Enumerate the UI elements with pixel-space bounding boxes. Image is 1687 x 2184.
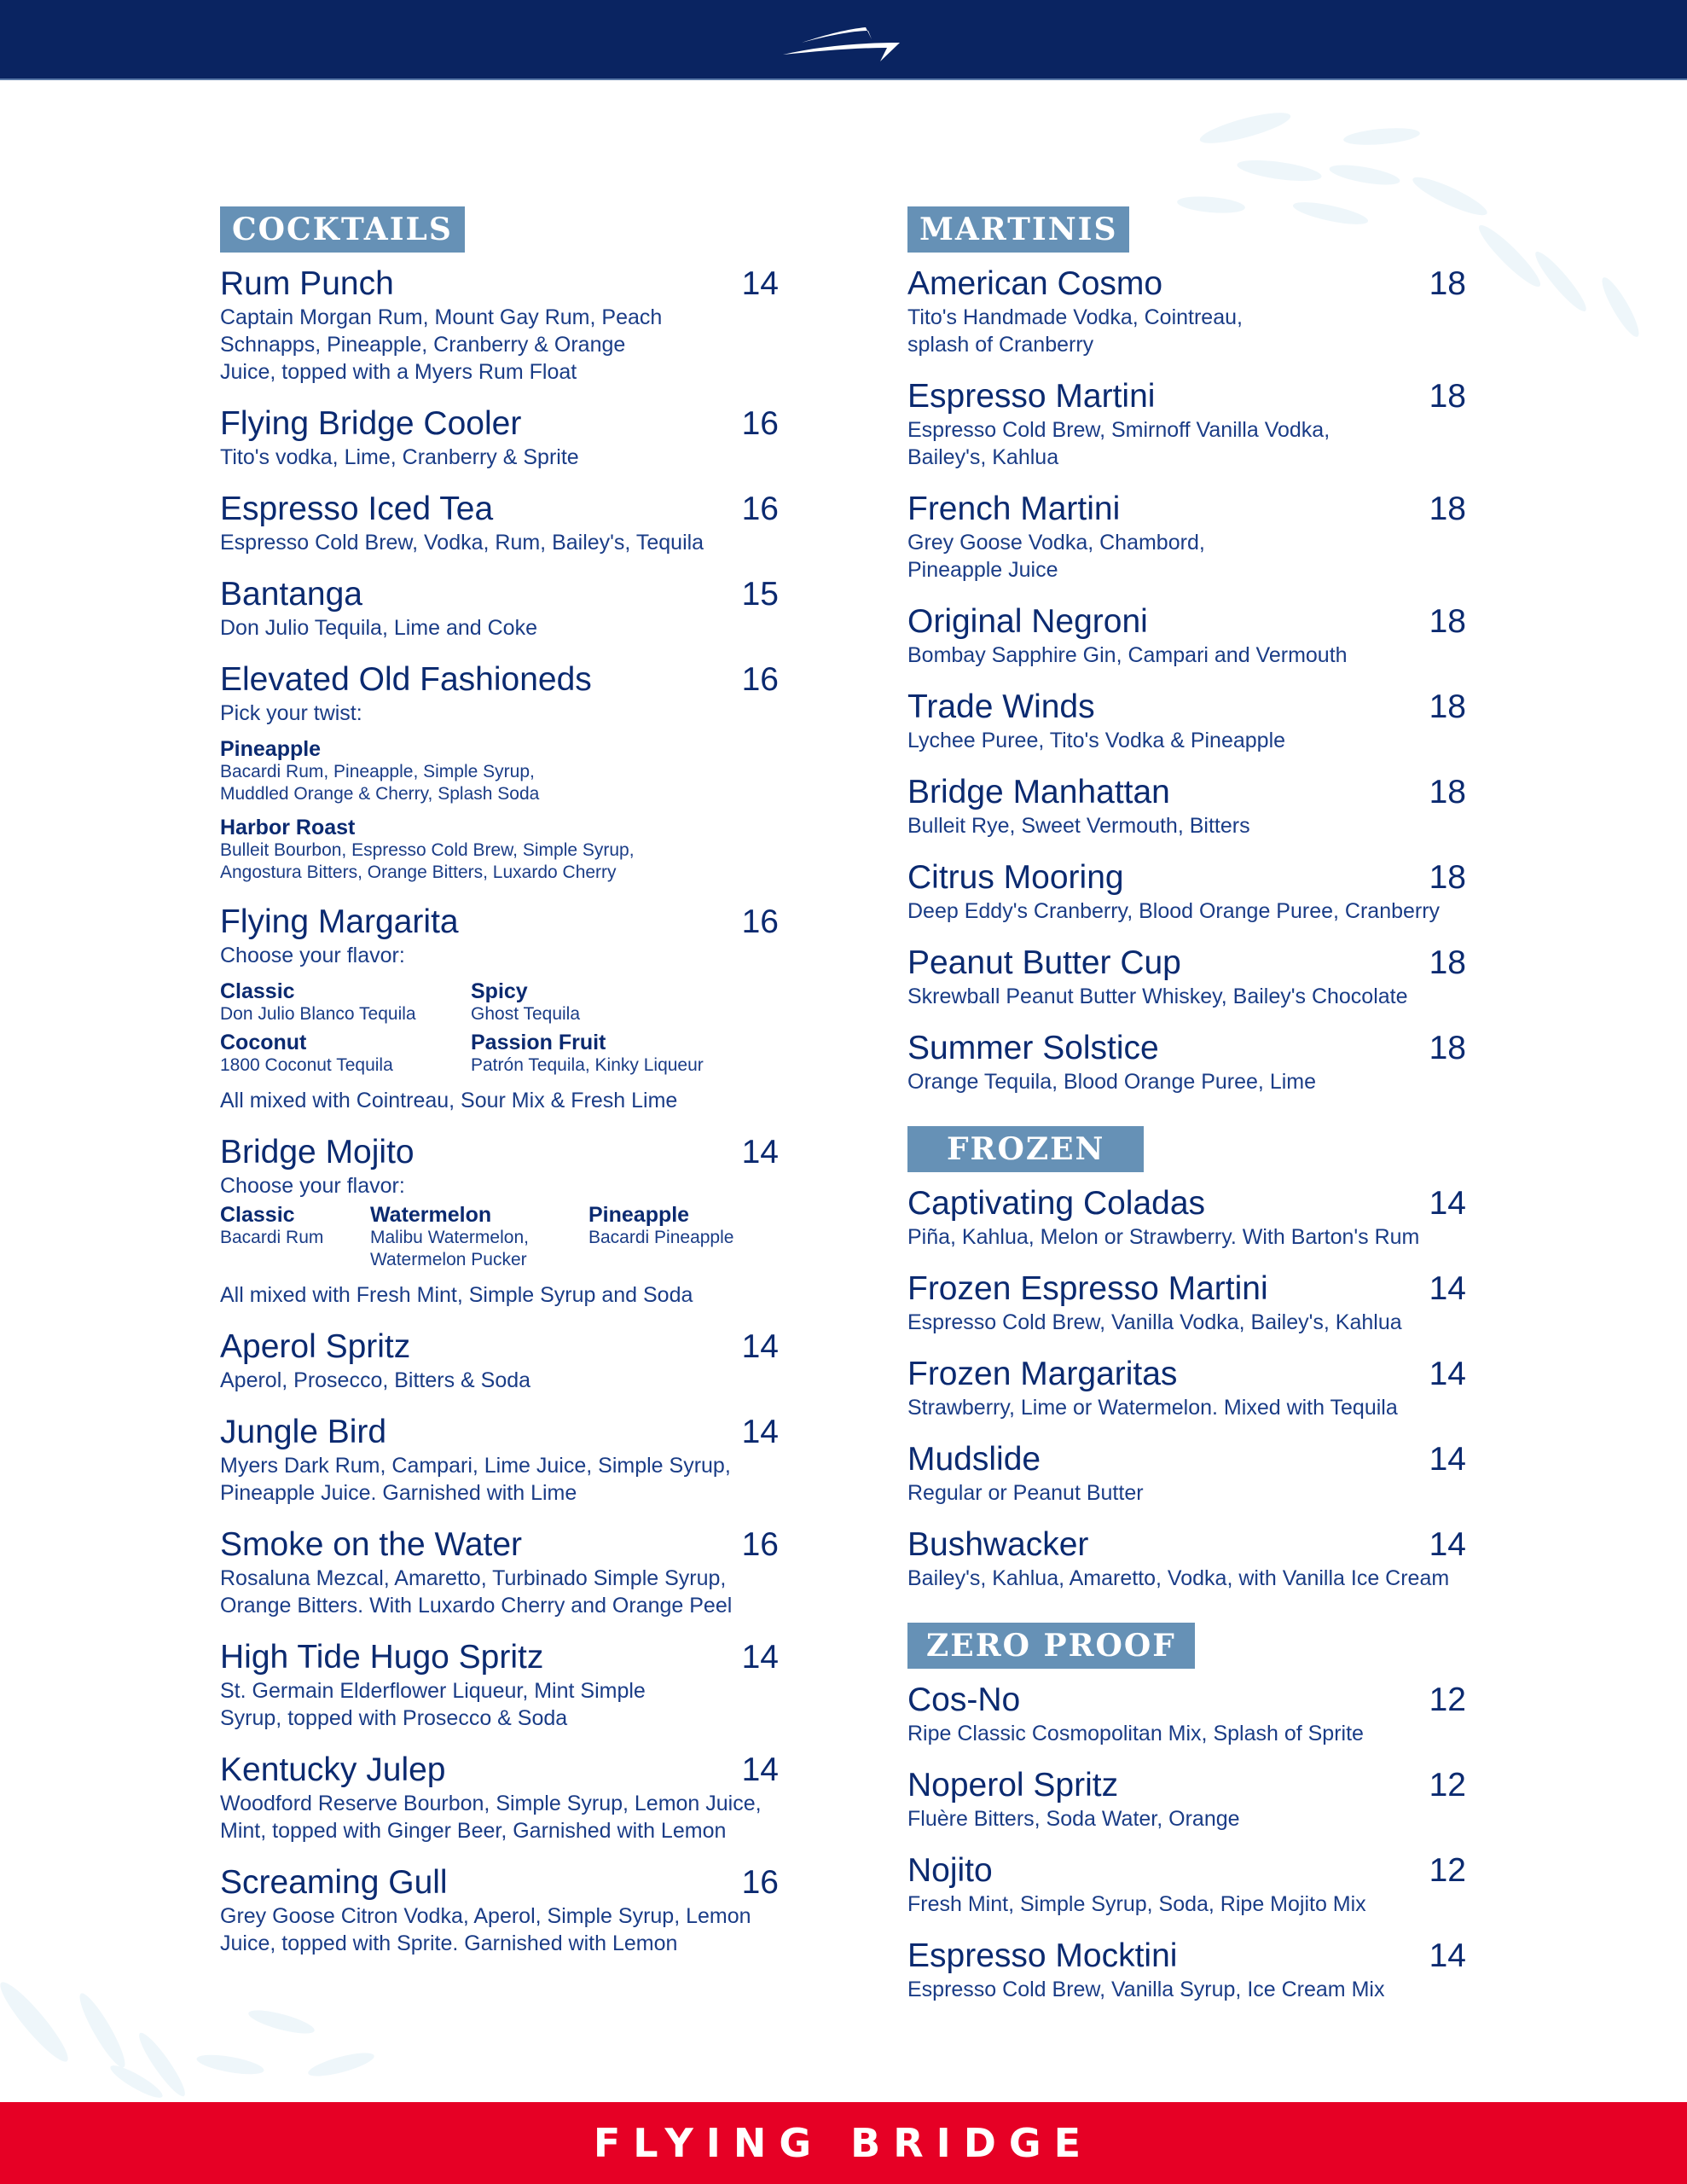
item-name: Screaming Gull [220, 1864, 448, 1901]
item-desc: St. Germain Elderflower Liqueur, Mint Simple Syrup, topped with Prosecco & Soda [220, 1679, 646, 1730]
menu-item [907, 688, 1466, 754]
menu-item [907, 1184, 1466, 1251]
menu-item [907, 1851, 1466, 1918]
item-price: 18 [1429, 688, 1466, 725]
variant-desc: Patrón Tequila, Kinky Liqueur [471, 1055, 704, 1075]
menu-item [220, 1413, 779, 1507]
item-price: 12 [1429, 1682, 1466, 1718]
variant [220, 1031, 471, 1077]
variant [370, 1203, 588, 1271]
item-price: 14 [1429, 1441, 1466, 1478]
item-price: 14 [741, 1639, 779, 1676]
item-name: Bridge Manhattan [907, 774, 1170, 810]
item-name: Bushwacker [907, 1526, 1089, 1563]
item-name: Mudslide [907, 1441, 1041, 1478]
item-price: 14 [741, 1134, 779, 1170]
variant-desc: 1800 Coconut Tequila [220, 1055, 393, 1075]
item-price: 18 [1429, 378, 1466, 415]
section-label-zero-proof: ZERO PROOF [907, 1623, 1195, 1669]
section-label-frozen: FROZEN [907, 1126, 1144, 1172]
variant-desc: Ghost Tequila [471, 1004, 581, 1024]
item-name: Cos-No [907, 1682, 1021, 1718]
item-price: 18 [1429, 944, 1466, 981]
item-desc: Ripe Classic Cosmopolitan Mix, Splash of Sprite [907, 1722, 1364, 1745]
item-desc: Espresso Cold Brew, Vanilla Vodka, Bailey's, Kahlua [907, 1310, 1402, 1334]
item-price: 16 [741, 491, 779, 527]
item-price: 14 [741, 1328, 779, 1365]
variant-name: Spicy [471, 979, 528, 1003]
item-name: Espresso Martini [907, 378, 1156, 415]
menu-item [907, 377, 1466, 471]
item-price: 16 [741, 1864, 779, 1901]
menu-item [907, 1681, 1466, 1747]
item-price: 12 [1429, 1767, 1466, 1804]
variant [471, 979, 727, 1025]
item-desc: Fluère Bitters, Soda Water, Orange [907, 1807, 1240, 1831]
top-header-bar [0, 0, 1687, 80]
menu-item [220, 404, 779, 471]
item-desc: Skrewball Peanut Butter Whiskey, Bailey's Chocolate [907, 985, 1408, 1008]
menu-item [220, 1863, 779, 1957]
brand-name: FLYING BRIDGE [593, 2120, 1094, 2166]
item-desc: Captain Morgan Rum, Mount Gay Rum, Peach Schnapps, Pineapple, Cranberry & Orange Juice, topped with a Myers Rum Float [220, 305, 663, 384]
item-subhead: Choose your flavor: [220, 944, 405, 967]
menu-item [220, 1525, 779, 1619]
variant-name: Coconut [220, 1031, 307, 1054]
item-desc: Deep Eddy's Cranberry, Blood Orange Puree, Cranberry [907, 899, 1441, 923]
variant-desc: Bacardi Rum [220, 1228, 324, 1247]
item-desc: Grey Goose Citron Vodka, Aperol, Simple Syrup, Lemon Juice, topped with Sprite. Garnished with Lemon [220, 1904, 751, 1955]
item-name: Jungle Bird [220, 1414, 387, 1450]
item-desc: Lychee Puree, Tito's Vodka & Pineapple [907, 729, 1286, 752]
item-name: Frozen Espresso Martini [907, 1270, 1268, 1307]
item-price: 14 [1429, 1185, 1466, 1222]
item-name: High Tide Hugo Spritz [220, 1639, 544, 1676]
item-price: 15 [741, 576, 779, 613]
item-price: 14 [1429, 1526, 1466, 1563]
item-name: Espresso Mocktini [907, 1937, 1178, 1974]
item-price: 16 [741, 661, 779, 698]
variant-name: Harbor Roast [220, 816, 356, 839]
variant-name: Pineapple [588, 1203, 690, 1227]
item-note: All mixed with Fresh Mint, Simple Syrup and Soda [220, 1283, 693, 1307]
item-price: 16 [741, 1526, 779, 1563]
item-price: 18 [1429, 774, 1466, 810]
item-name: Aperol Spritz [220, 1328, 411, 1365]
menu-item [220, 490, 779, 556]
flavor-grid [220, 979, 779, 1077]
variant [220, 1203, 370, 1271]
variant [220, 816, 779, 884]
menu-item [907, 1766, 1466, 1833]
variant-name: Watermelon [370, 1203, 492, 1227]
item-desc: Myers Dark Rum, Campari, Lime Juice, Simple Syrup, Pineapple Juice. Garnished with Lime [220, 1454, 731, 1505]
item-price: 14 [1429, 1937, 1466, 1974]
item-price: 18 [1429, 603, 1466, 640]
variant-desc: Bacardi Rum, Pineapple, Simple Syrup, Muddled Orange & Cherry, Splash Soda [220, 762, 540, 804]
menu-item-margarita [220, 903, 779, 1114]
menu-item [907, 1937, 1466, 2003]
menu-item [907, 858, 1466, 925]
item-name: Summer Solstice [907, 1030, 1159, 1066]
item-price: 14 [1429, 1270, 1466, 1307]
menu-item [220, 575, 779, 642]
menu-item [220, 1327, 779, 1394]
menu-item [907, 1440, 1466, 1507]
item-subhead: Choose your flavor: [220, 1174, 405, 1198]
variant-desc: Don Julio Blanco Tequila [220, 1004, 416, 1024]
item-desc: Fresh Mint, Simple Syrup, Soda, Ripe Mojito Mix [907, 1892, 1366, 1916]
item-name: Flying Bridge Cooler [220, 405, 522, 442]
item-name: Elevated Old Fashioneds [220, 661, 592, 698]
variant-desc: Bacardi Pineapple [588, 1228, 734, 1247]
menu-item [220, 264, 779, 386]
item-desc: Regular or Peanut Butter [907, 1481, 1144, 1505]
item-desc: Bulleit Rye, Sweet Vermouth, Bitters [907, 814, 1250, 838]
item-price: 14 [741, 265, 779, 302]
item-name: Flying Margarita [220, 903, 459, 940]
variant [220, 979, 471, 1025]
item-price: 12 [1429, 1852, 1466, 1889]
menu-item [907, 1029, 1466, 1095]
item-price: 18 [1429, 491, 1466, 527]
menu-item [907, 1355, 1466, 1421]
variant-name: Pineapple [220, 737, 322, 761]
menu-item [907, 1525, 1466, 1592]
item-desc: Rosaluna Mezcal, Amaretto, Turbinado Simple Syrup, Orange Bitters. With Luxardo Cherry and Orange Peel [220, 1566, 733, 1618]
item-desc: Grey Goose Vodka, Chambord, Pineapple Juice [907, 531, 1205, 582]
item-name: Bridge Mojito [220, 1134, 415, 1170]
item-desc: Piña, Kahlua, Melon or Strawberry. With Barton's Rum [907, 1225, 1420, 1249]
variant-name: Classic [220, 1203, 295, 1227]
menu-item [907, 490, 1466, 584]
menu-item [220, 1638, 779, 1732]
item-desc: Strawberry, Lime or Watermelon. Mixed with Tequila [907, 1396, 1398, 1420]
item-desc: Bombay Sapphire Gin, Campari and Vermouth [907, 643, 1348, 667]
menu-item-mojito [220, 1133, 779, 1309]
item-price: 16 [741, 405, 779, 442]
item-price: 18 [1429, 859, 1466, 896]
item-desc: Espresso Cold Brew, Vodka, Rum, Bailey's, Tequila [220, 531, 704, 555]
variant-desc: Malibu Watermelon, Watermelon Pucker [370, 1228, 529, 1269]
item-price: 18 [1429, 1030, 1466, 1066]
flavor-grid [220, 1203, 779, 1271]
item-price: 18 [1429, 265, 1466, 302]
item-name: Citrus Mooring [907, 859, 1124, 896]
item-price: 14 [741, 1414, 779, 1450]
menu-item-old-fashioneds [220, 660, 779, 884]
item-price: 16 [741, 903, 779, 940]
item-desc: Don Julio Tequila, Lime and Coke [220, 616, 537, 640]
item-name: Espresso Iced Tea [220, 491, 494, 527]
menu-item [907, 944, 1466, 1010]
footer-brand-bar [0, 2102, 1687, 2184]
item-name: Bantanga [220, 576, 362, 613]
item-name: French Martini [907, 491, 1121, 527]
left-column [220, 206, 779, 1976]
item-price: 14 [741, 1751, 779, 1788]
item-subhead: Pick your twist: [220, 701, 362, 725]
item-name: Nojito [907, 1852, 993, 1889]
variant [220, 737, 779, 805]
item-name: Captivating Coladas [907, 1185, 1206, 1222]
menu-item [907, 602, 1466, 669]
item-desc: Espresso Cold Brew, Smirnoff Vanilla Vodka, Bailey's, Kahlua [907, 418, 1330, 469]
variant-name: Passion Fruit [471, 1031, 606, 1054]
right-column [907, 206, 1466, 2022]
item-name: Kentucky Julep [220, 1751, 446, 1788]
variant [471, 1031, 727, 1077]
section-label-cocktails: COCKTAILS [220, 206, 465, 253]
menu-item [907, 264, 1466, 358]
item-note: All mixed with Cointreau, Sour Mix & Fresh Lime [220, 1089, 678, 1112]
item-name: Smoke on the Water [220, 1526, 523, 1563]
variant-desc: Bulleit Bourbon, Espresso Cold Brew, Simple Syrup, Angostura Bitters, Orange Bitters, Luxardo Cherry [220, 840, 635, 882]
menu-item [220, 1751, 779, 1844]
item-name: American Cosmo [907, 265, 1163, 302]
item-desc: Tito's Handmade Vodka, Cointreau, splash of Cranberry [907, 305, 1243, 357]
item-desc: Bailey's, Kahlua, Amaretto, Vodka, with Vanilla Ice Cream [907, 1566, 1450, 1590]
item-desc: Woodford Reserve Bourbon, Simple Syrup, Lemon Juice, Mint, topped with Ginger Beer, Garnished with Lemon [220, 1792, 762, 1843]
item-desc: Espresso Cold Brew, Vanilla Syrup, Ice Cream Mix [907, 1978, 1385, 2001]
item-price: 14 [1429, 1356, 1466, 1392]
item-desc: Tito's vodka, Lime, Cranberry & Sprite [220, 445, 579, 469]
boat-wake-logo-icon [776, 17, 904, 63]
menu-item [907, 1269, 1466, 1336]
variant-name: Classic [220, 979, 295, 1003]
variant [588, 1203, 776, 1271]
menu-item [907, 773, 1466, 839]
item-desc: Aperol, Prosecco, Bitters & Soda [220, 1368, 531, 1392]
item-name: Frozen Margaritas [907, 1356, 1178, 1392]
item-name: Noperol Spritz [907, 1767, 1119, 1804]
item-name: Trade Winds [907, 688, 1095, 725]
item-name: Peanut Butter Cup [907, 944, 1181, 981]
item-name: Original Negroni [907, 603, 1148, 640]
section-label-martinis: MARTINIS [907, 206, 1129, 253]
item-desc: Orange Tequila, Blood Orange Puree, Lime [907, 1070, 1317, 1094]
item-name: Rum Punch [220, 265, 394, 302]
